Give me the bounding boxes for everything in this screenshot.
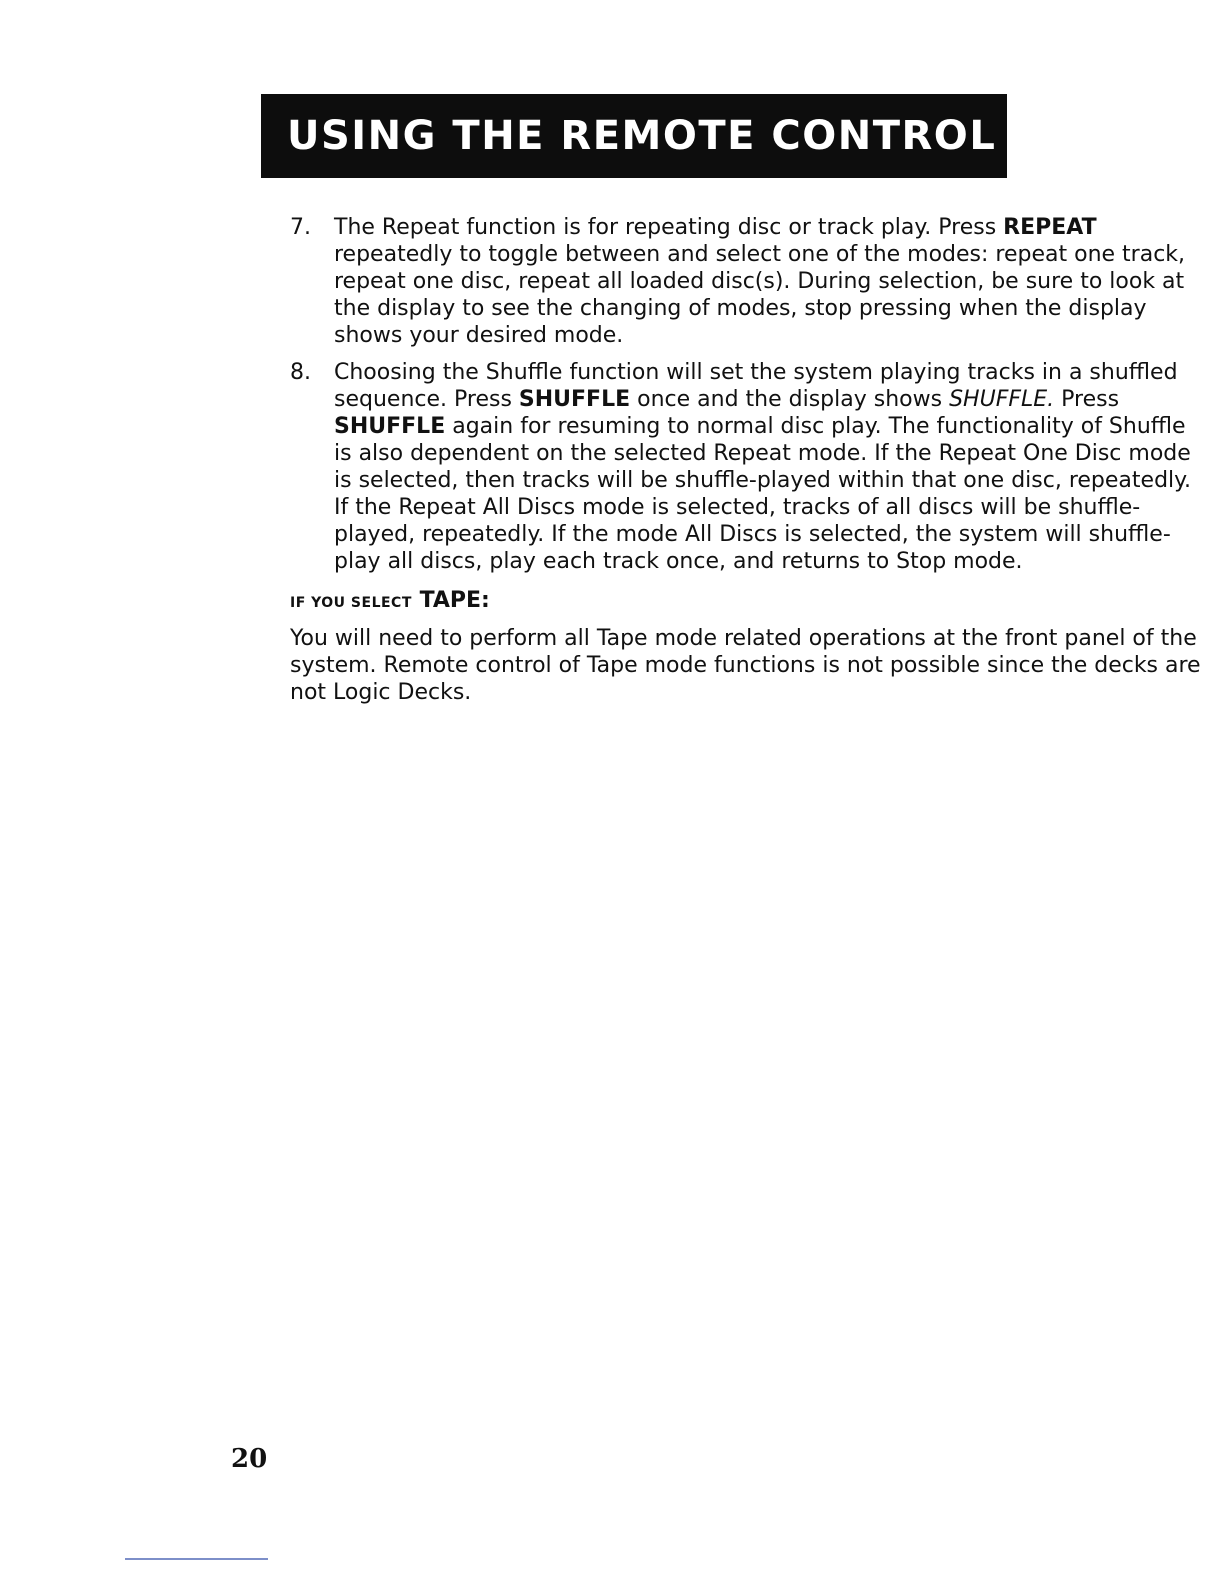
text-run: repeatedly to toggle between and select one of the modes: repeat one track, repeat one disc, repeat all loaded disc(s). During selection, be sure to look at the display to see the changing of modes, stop pressing when the display shows your desired mode. (334, 242, 1186, 348)
page-number: 20 (231, 1444, 268, 1474)
scan-edge-line (125, 1558, 268, 1560)
shuffle-button-label: SHUFFLE (518, 387, 631, 412)
item-text (334, 360, 1191, 574)
repeat-button-label: REPEAT (1003, 215, 1097, 240)
text-run: Press (1054, 387, 1120, 412)
item-text (334, 215, 1185, 348)
item-number: 7. (290, 215, 311, 240)
list-item-8 (290, 359, 1208, 575)
shuffle-button-label: SHUFFLE (334, 414, 446, 439)
text-run: The Repeat function is for repeating disc or track play. Press (334, 215, 1004, 240)
list-item-7 (290, 214, 1208, 349)
section-header-banner (261, 94, 1007, 178)
page-content (290, 214, 1208, 706)
text-run: once and the display shows (630, 387, 950, 412)
heading-prefix: IF YOU SELECT (290, 595, 412, 611)
text-run: Choosing the Shuffle function will set the system playing tracks in a shuffled sequence. Press (334, 360, 1178, 412)
text-run: again for resuming to normal disc play. The functionality of Shuffle is also dependent on the selected Repeat mode. If the Repeat One Disc mode is selected, then tracks will be shuffle-played within that one disc, repeatedly. If the Repeat All Discs mode is selected, tracks of all discs will be shuffle-played, repeatedly. If the mode All Discs is selected, the system will shuffle-play all discs, play each track once, and returns to Stop mode. (334, 414, 1192, 574)
tape-section-heading (290, 587, 1208, 617)
instruction-list (290, 214, 1208, 575)
heading-main: TAPE: (419, 588, 490, 613)
tape-section-body: You will need to perform all Tape mode related operations at the front panel of the system. Remote control of Tape mode functions is not possible since the decks are not Logic Decks. (290, 626, 1201, 705)
shuffle-display-text: SHUFFLE. (949, 387, 1055, 412)
section-title: USING THE REMOTE CONTROL (287, 113, 997, 159)
item-number: 8. (290, 360, 311, 385)
